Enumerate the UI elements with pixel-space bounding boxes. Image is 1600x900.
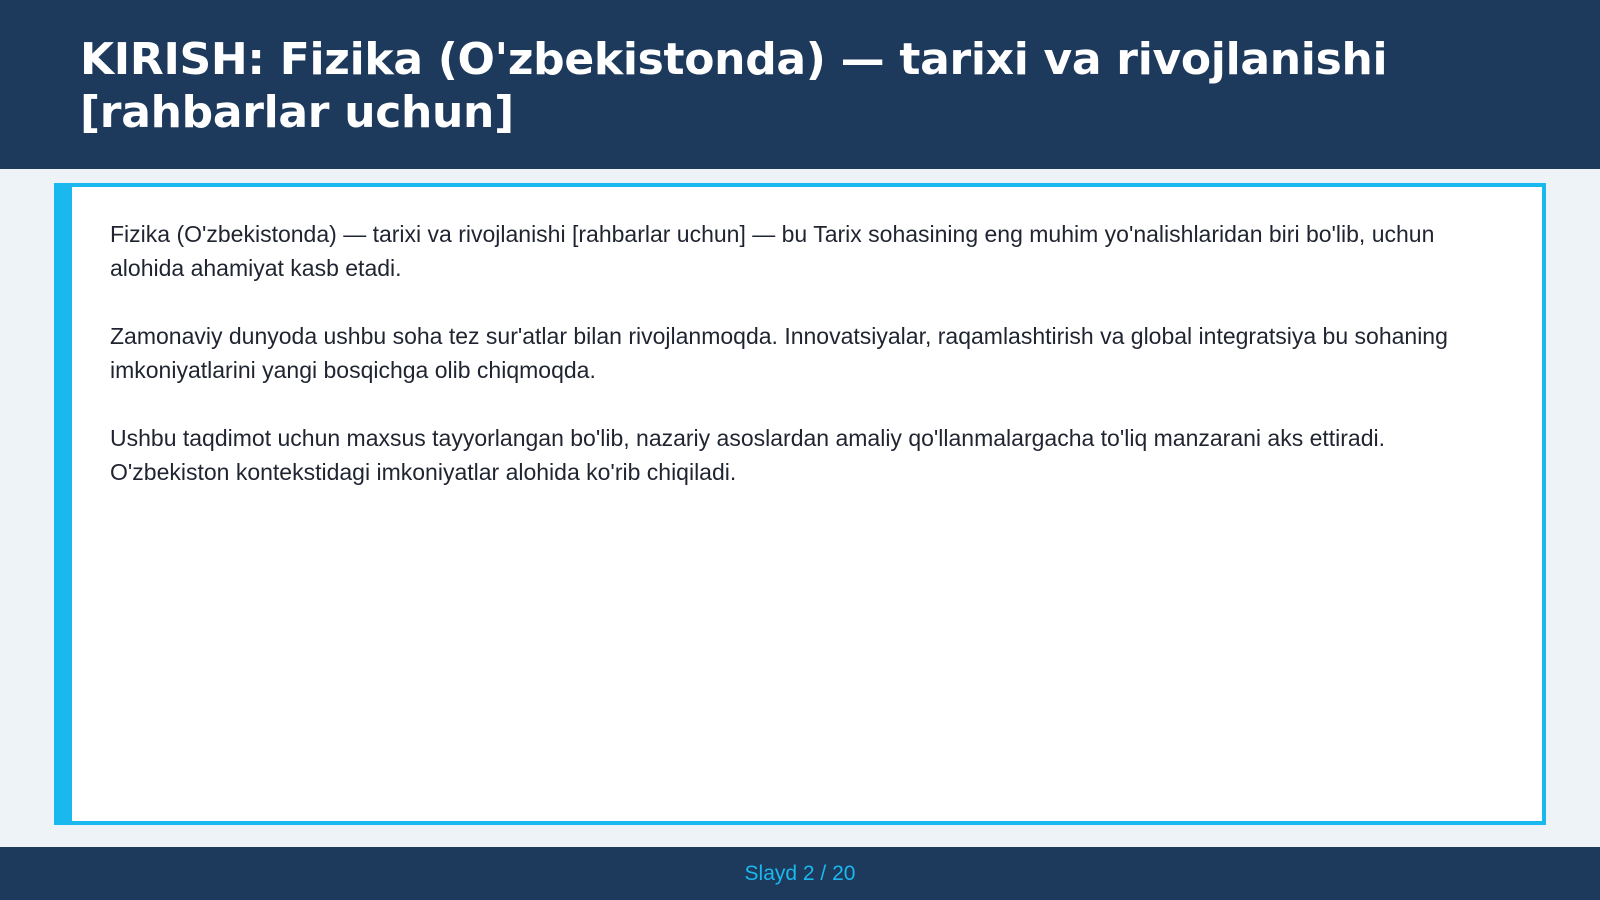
slide-title: KIRISH: Fizika (O'zbekistonda) — tarixi va rivojlanishi [rahbarlar uchun] xyxy=(80,34,1388,138)
slide-header xyxy=(0,0,1600,169)
content-card xyxy=(54,183,1546,825)
slide-footer xyxy=(0,847,1600,900)
slide-counter: Slayd 2 / 20 xyxy=(744,861,856,885)
intro-paragraph: Fizika (O'zbekistonda) — tarixi va rivojlanishi [rahbarlar uchun] — bu Tarix sohasining eng muhim yo'nalishlaridan biri bo'lib, uchun alohida ahamiyat kasb etadi. xyxy=(110,221,1435,281)
presentation-purpose-paragraph: Ushbu taqdimot uchun maxsus tayyorlangan bo'lib, nazariy asoslardan amaliy qo'llanmalargacha to'liq manzarani aks ettiradi. O'zbekiston kontekstidagi imkoniyatlar alohida ko'rib chiqiladi. xyxy=(110,425,1386,485)
modern-world-paragraph: Zamonaviy dunyoda ushbu soha tez sur'atlar bilan rivojlanmoqda. Innovatsiyalar, raqamlashtirish va global integratsiya bu sohaning imkoniyatlarini yangi bosqichga olib chiqmoqda. xyxy=(110,323,1448,383)
